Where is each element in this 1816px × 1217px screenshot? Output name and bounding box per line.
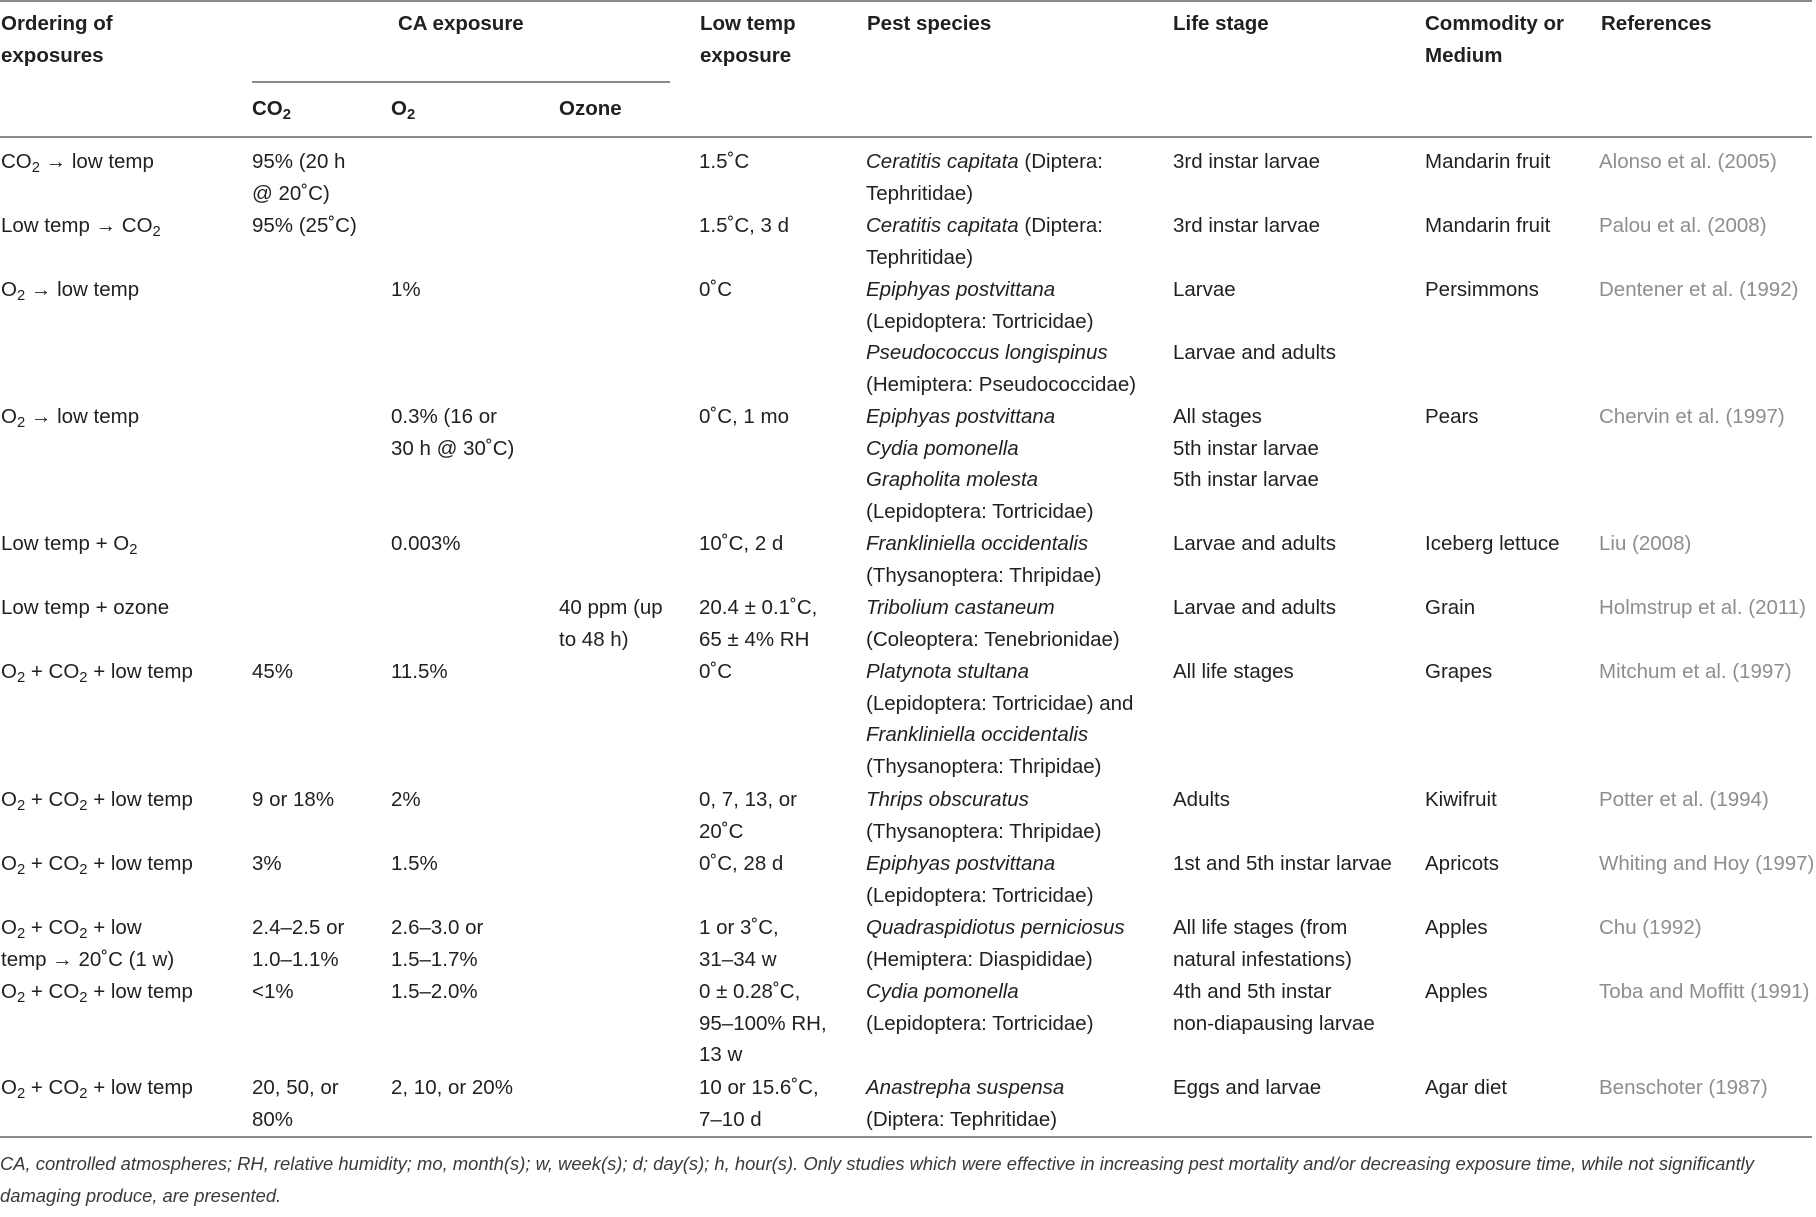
cell-line: $O_2 + CO_2$ + low temp xyxy=(1,660,193,687)
cell-line: Iceberg lettuce xyxy=(1425,532,1560,555)
cell-reference[interactable] xyxy=(1599,401,1785,433)
cell-line: Mandarin fruit xyxy=(1425,214,1551,237)
cell-line: Apples xyxy=(1425,980,1488,1003)
cell-o2 xyxy=(391,912,483,975)
cell-commodity xyxy=(1425,146,1550,178)
cell-line: non-diapausing larvae xyxy=(1173,1011,1375,1035)
cell-commodity xyxy=(1425,210,1550,242)
cell-ordering xyxy=(1,848,193,880)
header-ordering: Ordering of exposures xyxy=(1,12,113,67)
cell-low-temp xyxy=(699,912,779,975)
cell-reference[interactable] xyxy=(1599,656,1792,688)
cell-line: All stages xyxy=(1173,405,1262,428)
cell-line: 1st and 5th instar larvae xyxy=(1173,852,1392,875)
cell-life-stage xyxy=(1173,976,1375,1039)
cell-line: natural infestations) xyxy=(1173,947,1352,971)
cell-line: Grapes xyxy=(1425,660,1493,683)
header-ca-exposure: CA exposure xyxy=(398,12,524,35)
cell-line: (Lepidoptera: Tortricidae) xyxy=(866,309,1094,333)
header-references: References xyxy=(1601,12,1712,35)
cell-line: 1.5% xyxy=(391,852,438,875)
cell-line: 1.5˚C xyxy=(699,150,750,173)
cell-line: Larvae and adults xyxy=(1173,532,1336,555)
cell-line: $O_2 + CO_2$ + low temp xyxy=(1,852,193,879)
cell-life-stage xyxy=(1173,912,1352,975)
cell-line: Palou et al. (2008) xyxy=(1599,214,1767,237)
cell-line: 10˚C, 2 d xyxy=(699,532,784,555)
cell-line: 95% (20 h xyxy=(252,150,346,173)
cell-line: 3% xyxy=(252,852,282,875)
cell-pest xyxy=(866,274,1136,400)
cell-line: Frankliniella occidentalis xyxy=(866,532,1089,555)
cell-life-stage xyxy=(1173,274,1336,369)
cell-line: 40 ppm (up xyxy=(559,596,663,619)
cell-line: Ceratitis capitata (Diptera: xyxy=(866,150,1103,173)
cell-low-temp xyxy=(699,784,797,847)
cell-line: Dentener et al. (1992) xyxy=(1599,278,1799,301)
header-pest-species: Pest species xyxy=(867,12,992,35)
cell-line: 2.6–3.0 or xyxy=(391,916,484,939)
cell-co2 xyxy=(252,784,334,816)
cell-line: 1.0–1.1% xyxy=(252,947,339,971)
cell-line: (Diptera: Tephritidae) xyxy=(866,1107,1058,1131)
cell-line: (Thysanoptera: Thripidae) xyxy=(866,819,1102,843)
cell-line: 95–100% RH, xyxy=(699,1011,827,1035)
cell-line: Larvae xyxy=(1173,278,1236,301)
cell-life-stage xyxy=(1173,784,1230,816)
cell-reference[interactable] xyxy=(1599,210,1767,242)
cell-low-temp xyxy=(699,976,827,1071)
cell-line: (Thysanoptera: Thripidae) xyxy=(866,563,1102,587)
cell-line: Alonso et al. (2005) xyxy=(1599,150,1777,173)
ca-exposure-rule xyxy=(252,81,670,83)
table-bottom-rule xyxy=(0,1136,1812,1138)
cell-o2 xyxy=(391,1072,513,1104)
cell-o2 xyxy=(391,848,438,880)
cell-low-temp xyxy=(699,146,749,178)
cell-reference[interactable] xyxy=(1599,912,1702,944)
cell-ordering xyxy=(1,976,193,1008)
cell-line: Tephritidae) xyxy=(866,181,974,205)
header-ozone: Ozone xyxy=(559,97,622,120)
cell-line: Adults xyxy=(1173,788,1230,811)
cell-line: Kiwifruit xyxy=(1425,788,1497,811)
cell-line: $O_2 + CO_2$ + low temp xyxy=(1,1076,193,1103)
cell-life-stage xyxy=(1173,656,1294,688)
cell-line: 65 ± 4% RH xyxy=(699,627,810,651)
cell-low-temp xyxy=(699,656,732,688)
cell-life-stage xyxy=(1173,528,1336,560)
cell-line: 0.003% xyxy=(391,532,461,555)
cell-line: $O_2$ → low temp xyxy=(1,278,140,305)
cell-line: 0, 7, 13, or xyxy=(699,788,798,811)
cell-pest xyxy=(866,1072,1064,1135)
cell-co2 xyxy=(252,912,344,975)
cell-line: 45% xyxy=(252,660,294,683)
cell-line: Tephritidae) xyxy=(866,245,974,269)
cell-line: 5th instar larvae xyxy=(1173,436,1319,460)
cell-line: Platynota stultana xyxy=(866,660,1029,683)
cell-line: 2, 10, or 20% xyxy=(391,1076,513,1099)
cell-commodity xyxy=(1425,912,1488,944)
cell-line: temp → 20˚C (1 w) xyxy=(1,947,175,971)
cell-life-stage xyxy=(1173,146,1320,178)
cell-line: 95% (25˚C) xyxy=(252,214,357,237)
cell-line: 10 or 15.6˚C, xyxy=(699,1076,819,1099)
cell-ordering xyxy=(1,274,139,306)
cell-line: 9 or 18% xyxy=(252,788,335,811)
cell-co2 xyxy=(252,656,293,688)
cell-co2 xyxy=(252,210,357,242)
cell-line: @ 20˚C) xyxy=(252,181,330,205)
cell-ordering xyxy=(1,656,193,688)
cell-ordering xyxy=(1,528,137,560)
table-top-rule xyxy=(0,0,1812,2)
cell-line: 0˚C, 1 mo xyxy=(699,405,789,428)
cell-line: 31–34 w xyxy=(699,947,777,971)
cell-line: Quadraspidiotus perniciosus xyxy=(866,916,1125,939)
cell-line: $O_2 + CO_2$ + low xyxy=(1,916,142,943)
cell-line: (Lepidoptera: Tortricidae) xyxy=(866,883,1094,907)
cell-commodity xyxy=(1425,274,1539,306)
cell-line: Frankliniella occidentalis xyxy=(866,723,1089,747)
cell-line: Epiphyas postvittana xyxy=(866,852,1056,875)
cell-line: Pseudococcus longispinus xyxy=(866,341,1108,365)
cell-line: (Thysanoptera: Thripidae) xyxy=(866,754,1102,778)
cell-co2 xyxy=(252,146,345,209)
cell-low-temp xyxy=(699,274,732,306)
cell-pest xyxy=(866,656,1133,782)
cell-line: Thrips obscuratus xyxy=(866,788,1029,811)
cell-o2 xyxy=(391,976,478,1008)
cell-line xyxy=(1173,306,1336,338)
cell-life-stage xyxy=(1173,401,1319,496)
cell-low-temp xyxy=(699,848,783,880)
cell-life-stage xyxy=(1173,1072,1321,1104)
cell-line: Potter et al. (1994) xyxy=(1599,788,1769,811)
cell-pest xyxy=(866,976,1094,1039)
header-commodity: Commodity or Medium xyxy=(1425,12,1564,67)
cell-line: Whiting and Hoy (1997) xyxy=(1599,852,1815,875)
cell-commodity xyxy=(1425,401,1479,433)
cell-line: Agar diet xyxy=(1425,1076,1508,1099)
cell-line: 3rd instar larvae xyxy=(1173,150,1320,173)
cell-line: 3rd instar larvae xyxy=(1173,214,1320,237)
cell-line: Chervin et al. (1997) xyxy=(1599,405,1785,428)
cell-line: 2% xyxy=(391,788,421,811)
cell-pest xyxy=(866,401,1094,527)
cell-line: 5th instar larvae xyxy=(1173,468,1319,492)
cell-line: 13 w xyxy=(699,1043,743,1067)
header-co2: $CO_2$ xyxy=(252,97,291,124)
cell-line: 11.5% xyxy=(391,660,448,683)
cell-reference[interactable] xyxy=(1599,592,1806,624)
cell-line: Cydia pomonella xyxy=(866,980,1019,1003)
cell-line: Cydia pomonella xyxy=(866,436,1019,460)
cell-line: 0 ± 0.28˚C, xyxy=(699,980,801,1003)
cell-commodity xyxy=(1425,592,1475,624)
cell-line: 80% xyxy=(252,1107,294,1131)
cell-line: 1% xyxy=(391,278,421,301)
cell-co2 xyxy=(252,1072,339,1135)
cell-reference[interactable] xyxy=(1599,784,1769,816)
cell-line: 20.4 ± 0.1˚C, xyxy=(699,596,818,619)
cell-line: Low temp + ozone xyxy=(1,596,170,619)
cell-ordering xyxy=(1,1072,193,1104)
cell-ordering xyxy=(1,592,169,624)
cell-line: Mandarin fruit xyxy=(1425,150,1551,173)
cell-line: (Lepidoptera: Tortricidae) and xyxy=(866,691,1134,715)
cell-pest xyxy=(866,848,1094,911)
cell-low-temp xyxy=(699,592,817,655)
cell-commodity xyxy=(1425,784,1497,816)
cell-line: Eggs and larvae xyxy=(1173,1076,1322,1099)
cell-line: All life stages xyxy=(1173,660,1294,683)
cell-pest xyxy=(866,912,1125,975)
cell-commodity xyxy=(1425,656,1492,688)
cell-commodity xyxy=(1425,1072,1507,1104)
cell-line: (Hemiptera: Diaspididae) xyxy=(866,947,1093,971)
cell-line: Tribolium castaneum xyxy=(866,596,1055,619)
cell-line: 7–10 d xyxy=(699,1107,762,1131)
cell-line: (Lepidoptera: Tortricidae) xyxy=(866,1011,1094,1035)
cell-line: Larvae and adults xyxy=(1173,596,1336,619)
cell-line: Epiphyas postvittana xyxy=(866,278,1056,301)
cell-o2 xyxy=(391,401,514,464)
cell-line: 2.4–2.5 or xyxy=(252,916,345,939)
cell-line: <1% xyxy=(252,980,294,1003)
cell-reference[interactable] xyxy=(1599,146,1777,178)
cell-line: 30 h @ 30˚C) xyxy=(391,436,515,460)
cell-line: Pears xyxy=(1425,405,1479,428)
cell-line: (Coleoptera: Tenebrionidae) xyxy=(866,627,1120,651)
cell-low-temp xyxy=(699,528,783,560)
cell-reference[interactable] xyxy=(1599,976,1809,1008)
cell-ordering xyxy=(1,784,193,816)
cell-pest xyxy=(866,146,1103,209)
cell-line: 0˚C xyxy=(699,660,733,683)
cell-o2 xyxy=(391,274,421,306)
cell-line: to 48 h) xyxy=(559,627,629,651)
cell-line: (Hemiptera: Pseudococcidae) xyxy=(866,372,1137,396)
cell-co2 xyxy=(252,848,282,880)
cell-line: Anastrepha suspensa xyxy=(866,1076,1065,1099)
cell-pest xyxy=(866,592,1120,655)
cell-ordering xyxy=(1,912,174,975)
cell-line: 0˚C, 28 d xyxy=(699,852,784,875)
cell-line: All life stages (from xyxy=(1173,916,1348,939)
cell-line: Persimmons xyxy=(1425,278,1539,301)
cell-ordering xyxy=(1,401,139,433)
cell-line: Liu (2008) xyxy=(1599,532,1692,555)
cell-line: Ceratitis capitata (Diptera: xyxy=(866,214,1103,237)
cell-line: 0.3% (16 or xyxy=(391,405,497,428)
cell-life-stage xyxy=(1173,592,1336,624)
header-o2: $O_2$ xyxy=(391,97,416,124)
cell-o2 xyxy=(391,784,421,816)
cell-low-temp xyxy=(699,1072,819,1135)
cell-reference[interactable] xyxy=(1599,274,1798,306)
cell-ordering xyxy=(1,210,161,242)
cell-line: 1.5–2.0% xyxy=(391,980,478,1003)
cell-line: Low temp → $CO_2$ xyxy=(1,214,161,241)
cell-line: Apples xyxy=(1425,916,1488,939)
cell-line: $O_2 + CO_2$ + low temp xyxy=(1,788,193,815)
cell-pest xyxy=(866,528,1102,591)
table-footnote: CA, controlled atmospheres; RH, relative humidity; mo, month(s); w, week(s); d; day(s); h, hour(s). Only studies which were effective in increasing pest mortality and/or decreasing exposure time, while not significantly damaging produce, are presented. xyxy=(0,1153,1754,1206)
cell-co2 xyxy=(252,976,294,1008)
cell-line: Apricots xyxy=(1425,852,1500,875)
cell-line: Grain xyxy=(1425,596,1476,619)
cell-line: (Lepidoptera: Tortricidae) xyxy=(866,499,1094,523)
cell-line: $O_2$ → low temp xyxy=(1,405,140,432)
cell-low-temp xyxy=(699,401,789,433)
cell-pest xyxy=(866,784,1102,847)
cell-life-stage xyxy=(1173,848,1392,880)
cell-pest xyxy=(866,210,1103,273)
cell-line: 1.5–1.7% xyxy=(391,947,478,971)
cell-line: 20, 50, or xyxy=(252,1076,339,1099)
cell-line: Mitchum et al. (1997) xyxy=(1599,660,1792,683)
cell-commodity xyxy=(1425,848,1499,880)
cell-commodity xyxy=(1425,528,1559,560)
cell-line: Toba and Moffitt (1991) xyxy=(1599,980,1810,1003)
cell-line: $CO_2$ → low temp xyxy=(1,150,154,177)
cell-line: Low temp + $O_2$ xyxy=(1,532,138,559)
header-bottom-rule xyxy=(0,136,1812,138)
cell-o2 xyxy=(391,656,448,688)
cell-line: Benschoter (1987) xyxy=(1599,1076,1768,1099)
header-life-stage: Life stage xyxy=(1173,12,1269,35)
cell-reference[interactable] xyxy=(1599,1072,1768,1104)
cell-line: Larvae and adults xyxy=(1173,341,1336,365)
cell-reference[interactable] xyxy=(1599,848,1814,880)
cell-low-temp xyxy=(699,210,789,242)
cell-line: Grapholita molesta xyxy=(866,468,1039,492)
cell-line: 1 or 3˚C, xyxy=(699,916,779,939)
cell-ordering xyxy=(1,146,154,178)
cell-line: 0˚C xyxy=(699,278,733,301)
cell-line: $O_2 + CO_2$ + low temp xyxy=(1,980,193,1007)
cell-line: Epiphyas postvittana xyxy=(866,405,1056,428)
cell-line: Holmstrup et al. (2011) xyxy=(1599,596,1806,619)
cell-commodity xyxy=(1425,976,1488,1008)
cell-line: 20˚C xyxy=(699,819,744,843)
cell-o2 xyxy=(391,528,461,560)
cell-reference[interactable] xyxy=(1599,528,1691,560)
cell-life-stage xyxy=(1173,210,1320,242)
cell-line: Chu (1992) xyxy=(1599,916,1702,939)
header-low-temp: Low temp exposure xyxy=(700,12,796,67)
cell-line: 1.5˚C, 3 d xyxy=(699,214,790,237)
cell-ozone xyxy=(559,592,663,655)
cell-line: 4th and 5th instar xyxy=(1173,980,1332,1003)
